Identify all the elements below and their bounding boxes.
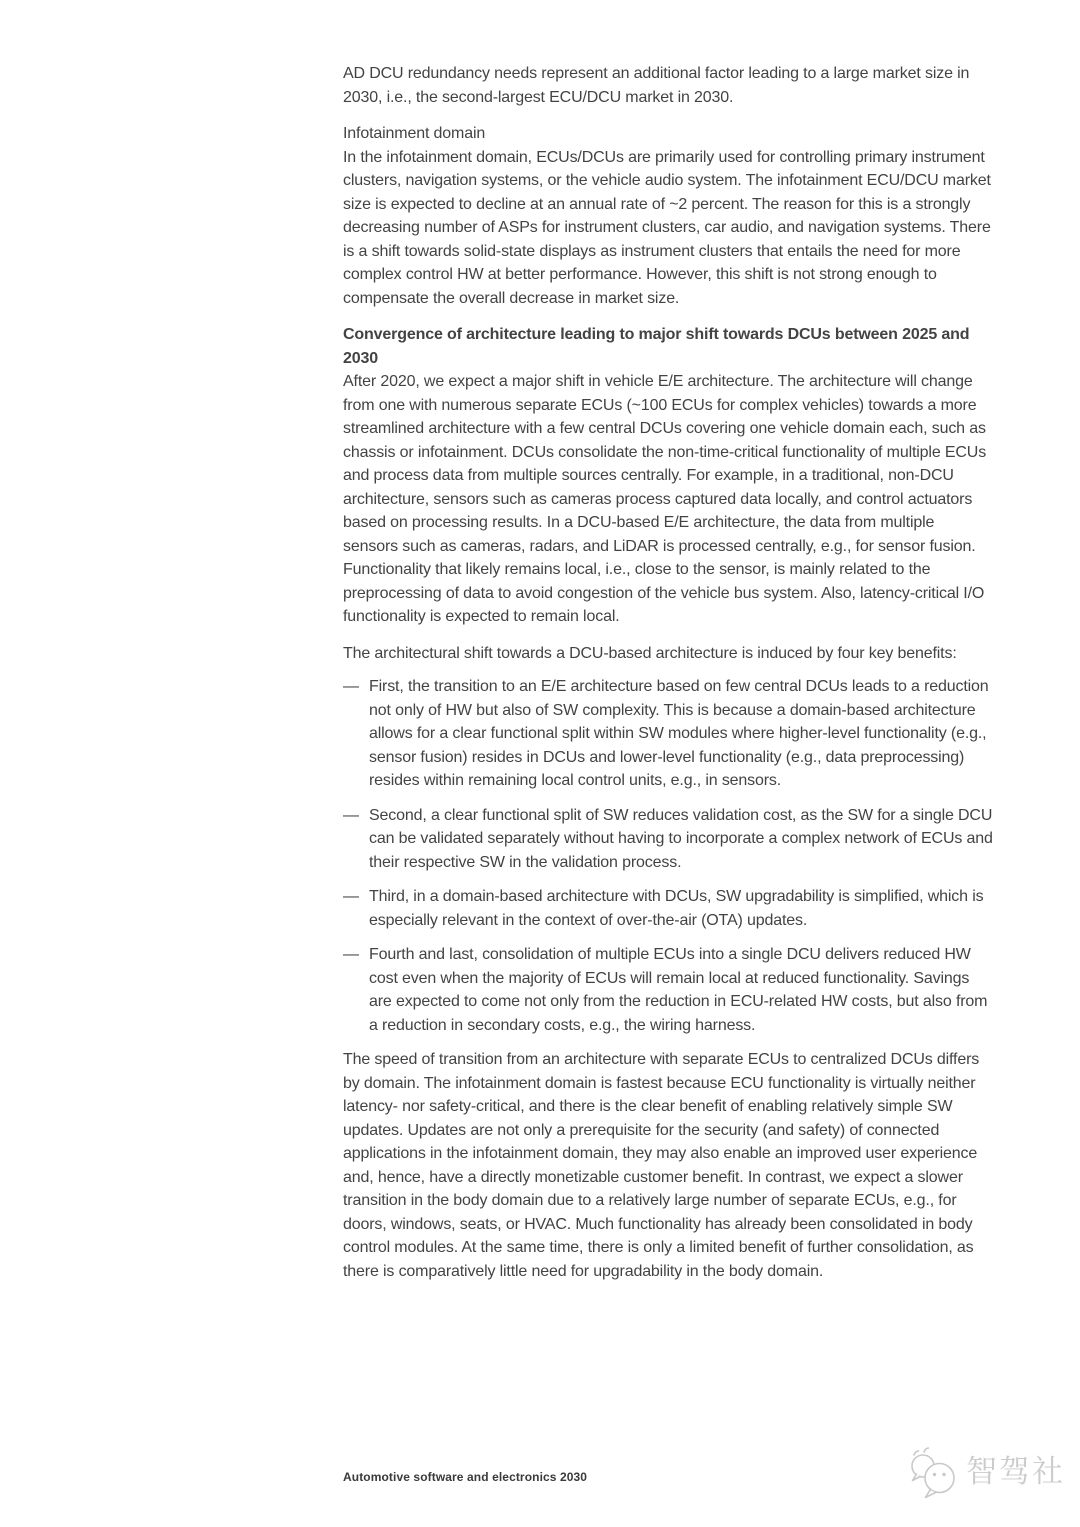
watermark-text: 智驾社	[966, 1453, 1065, 1489]
list-item-third-benefit	[343, 885, 993, 932]
benefits-intro-paragraph: The architectural shift towards a DCU-based architecture is induced by four key benefits:	[343, 644, 957, 662]
watermark-logo	[908, 1442, 1065, 1500]
benefits-list	[343, 675, 993, 1037]
page-body	[343, 62, 993, 1283]
convergence-paragraph: After 2020, we expect a major shift in vehicle E/E architecture. The architecture will change from one with numerous separate ECUs (~100 ECUs for complex vehicles) towards a more streamlined architecture with a few central DCUs covering one vehicle domain each, such as chassis or infotainment. DCUs consolidate the non-time-critical functionality of multiple ECUs and process data from multiple sources centrally. For example, in a traditional, non-DCU architecture, sensors such as cameras process captured data locally, and control actuators based on processing results. In a DCU-based E/E architecture, the data from multiple sensors such as cameras, radars, and LiDAR is processed centrally, e.g., for sensor fusion. Functionality that likely remains local, i.e., close to the sensor, is mainly related to the preprocessing of data to avoid congestion of the vehicle bus system. Also, latency-critical I/O functionality is expected to remain local.	[343, 373, 987, 625]
bullet-text: Second, a clear functional split of SW reduces validation cost, as the SW for a single DCU can be validated separately without having to incorporate a complex network of ECUs and their respective SW in the validation process.	[369, 806, 993, 871]
infotainment-domain-heading: Infotainment domain	[343, 125, 486, 142]
infotainment-domain-paragraph: In the infotainment domain, ECUs/DCUs are primarily used for controlling primary instrument clusters, navigation systems, or the vehicle audio system. The infotainment ECU/DCU market size is expected to decline at an annual rate of ~2 percent. The reason for this is a strongly decreasing number of ASPs for instrument clusters, car audio, and navigation systems. There is a shift towards solid-state displays as instrument clusters that entails the need for more complex control HW at better performance. However, this shift is not strong enough to compensate the overall decrease in market size.	[343, 148, 991, 307]
footer-running-title: Automotive software and electronics 2030	[343, 1470, 588, 1484]
transition-speed-paragraph: The speed of transition from an architecture with separate ECUs to centralized DCUs differs by domain. The infotainment domain is fastest because ECU functionality is virtually neither latency- nor safety-critical, and there is the clear benefit of enabling relatively simple SW updates. Updates are not only a prerequisite for the security (and safety) of connected applications in the infotainment domain, they may also enable an improved user experience and, hence, have a directly monetizable customer benefit. In contrast, we expect a slower transition in the body domain due to a relatively large number of separate ECUs, e.g., for doors, windows, seats, or HVAC. Much functionality has already been consolidated in body control modules. At the same time, there is only a limited benefit of further consolidation, as there is comparatively little need for upgradability in the body domain.	[343, 1051, 980, 1280]
paragraph-ad-dcu-redundancy: AD DCU redundancy needs represent an additional factor leading to a large market size in 2030, i.e., the second-largest ECU/DCU market in 2030.	[343, 65, 970, 106]
convergence-heading: Convergence of architecture leading to major shift towards DCUs between 2025 and 2030	[343, 326, 970, 367]
dash-bullet-marker: —	[343, 678, 359, 695]
list-item-fourth-benefit	[343, 943, 993, 1037]
list-item-second-benefit	[343, 804, 993, 875]
dash-bullet-marker: —	[343, 888, 359, 905]
bullet-text: First, the transition to an E/E architecture based on few central DCUs leads to a reduction not only of HW but also of SW complexity. This is because a domain-based architecture allows for a clear functional split within SW modules where higher-level functionality (e.g., sensor fusion) resides in DCUs and lower-level functionality (e.g., data preprocessing) resides within remaining local control units, e.g., in sensors.	[369, 678, 989, 789]
bullet-text: Third, in a domain-based architecture with DCUs, SW upgradability is simplified, which is especially relevant in the context of over-the-air (OTA) updates.	[369, 888, 984, 929]
wechat-chat-bubbles-icon	[908, 1442, 960, 1500]
dash-bullet-marker: —	[343, 946, 359, 963]
dash-bullet-marker: —	[343, 806, 359, 824]
list-item-first-benefit	[343, 675, 993, 793]
bullet-text: Fourth and last, consolidation of multiple ECUs into a single DCU delivers reduced HW cost even when the majority of ECUs will remain local at reduced functionality. Savings are expected to come not only from the reduction in ECU-related HW costs, but also from a reduction in secondary costs, e.g., the wiring harness.	[369, 946, 988, 1034]
